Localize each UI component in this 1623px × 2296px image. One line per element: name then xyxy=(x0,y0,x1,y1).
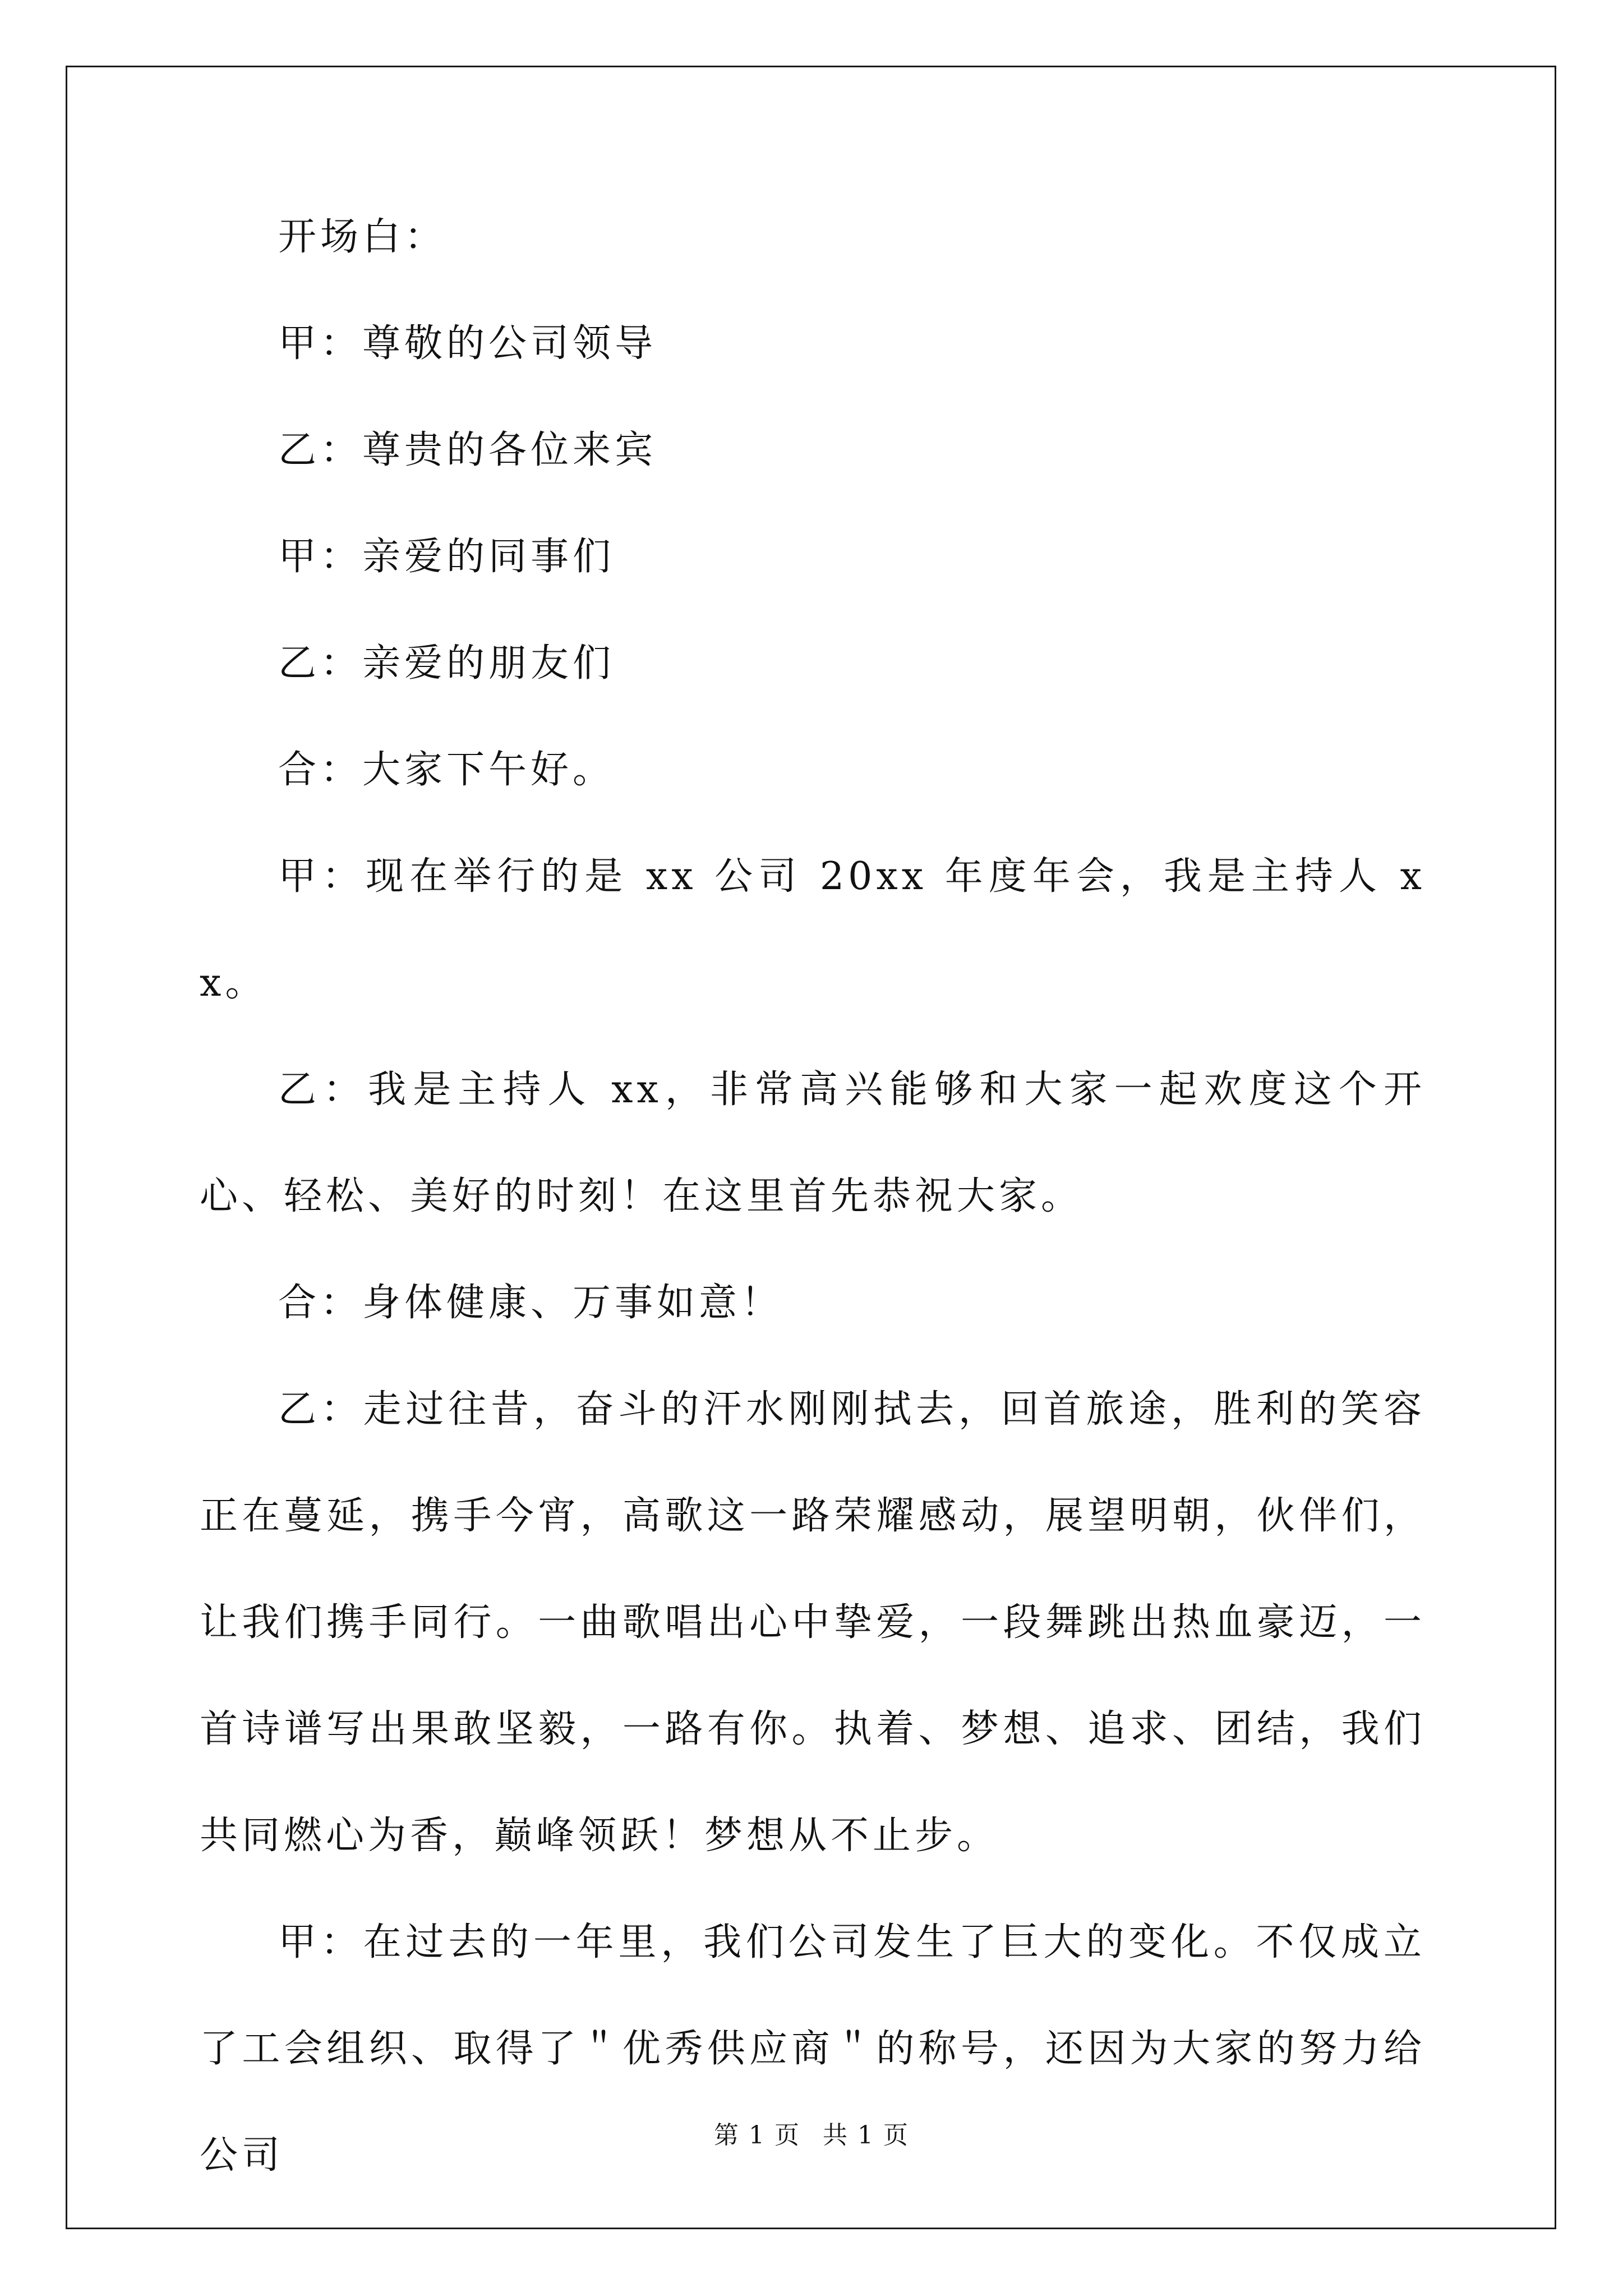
total-pages: 共 1 页 xyxy=(823,2121,909,2150)
page-number: 第 1 页 xyxy=(714,2121,800,2150)
paragraph-opening-title: 开场白： xyxy=(278,215,447,259)
paragraph-line: 乙：我是主持人 xx，非常高兴能够和大家一起欢度这个开心、轻松、美好的时刻！在这里首先恭祝大家。 xyxy=(200,1068,1426,1218)
paragraph-line: 甲：在过去的一年里，我们公司发生了巨大的变化。不仅成立了工会组织、取得了＂优秀供应商＂的称号，还因为大家的努力给公司 xyxy=(200,1920,1426,2178)
page-footer xyxy=(0,2115,1623,2151)
document-body xyxy=(200,215,1426,2209)
paragraph-line: 乙：走过往昔，奋斗的汗水刚刚拭去，回首旅途，胜利的笑容正在蔓延，携手今宵，高歌这一路荣耀感动，展望明朝，伙伴们，让我们携手同行。一曲歌唱出心中挚爱，一段舞跳出热血豪迈，一首诗谱写出果敢坚毅，一路有你。执着、梦想、追求、团结，我们共同燃心为香，巅峰领跃！梦想从不止步。 xyxy=(200,1387,1426,1858)
paragraph-line: 甲：尊敬的公司领导 xyxy=(278,321,657,366)
paragraph-line: 乙：尊贵的各位来宾 xyxy=(278,428,657,472)
paragraph-line: 合：大家下午好。 xyxy=(278,748,615,792)
paragraph-line: 乙：亲爱的朋友们 xyxy=(278,641,615,685)
paragraph-line: 合：身体健康、万事如意！ xyxy=(278,1281,783,1325)
paragraph-line: 甲：现在举行的是 xx 公司 20xx 年度年会，我是主持人 xx。 xyxy=(200,854,1426,1005)
paragraph-line: 甲：亲爱的同事们 xyxy=(278,535,615,579)
